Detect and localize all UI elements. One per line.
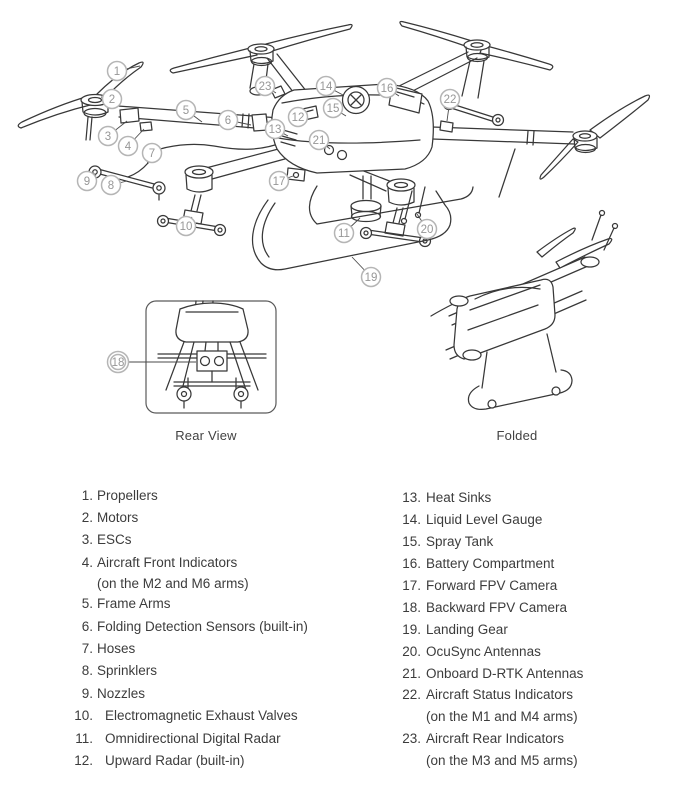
frame-arm-right [432,121,574,197]
item-number: 18. [402,599,421,615]
item-number: 9. [81,685,93,701]
item-label: Backward FPV Camera [426,599,568,615]
item-number: 5. [81,596,93,612]
item-number: 1. [81,487,93,503]
spray-tank-body [272,84,434,181]
item-number: 20. [402,643,421,659]
list-item-17 [400,575,687,597]
parts-list-left [60,484,395,772]
item-label: Heat Sinks [426,490,492,506]
callout-number: 3 [104,131,112,143]
callout-number: 4 [124,141,132,153]
folded-caption: Folded [496,428,538,443]
item-number: 12. [74,752,93,768]
item-number: 8. [81,663,93,679]
callout-4 [119,129,145,156]
list-item-23 [400,728,687,750]
callout-number: 17 [272,176,286,188]
callout-number: 16 [380,83,394,95]
callout-14 [317,77,344,96]
item-number: 14. [402,512,421,528]
callout-number: 6 [224,115,232,127]
list-item-10 [60,705,395,727]
item-number: 23. [402,731,421,747]
nozzle [153,182,165,194]
parts-list-right [400,487,687,772]
list-item-3 [60,529,395,551]
item-label: Spray Tank [426,534,494,550]
item-label: Propellers [97,487,158,503]
item-number: 13. [402,490,421,506]
callout-number: 5 [182,105,190,117]
item-number: 2. [81,510,93,526]
list-item-14 [400,509,687,531]
list-item-19 [400,618,687,640]
item-number: 7. [81,641,93,657]
item-label: Aircraft Rear Indicators [426,731,565,747]
list-item-16 [400,553,687,575]
callout-18 [108,352,197,373]
item-number: 16. [402,556,421,572]
item-label: Motors [97,510,139,526]
status-indicator [440,121,453,132]
item-sublabel: (on the M2 and M6 arms) [97,575,249,591]
item-label: Sprinklers [97,663,158,679]
list-item-21 [400,662,687,684]
list-item-20 [400,640,687,662]
item-number: 19. [402,621,421,637]
callout-number: 8 [107,180,115,192]
item-label: Forward FPV Camera [426,578,558,593]
item-label: Frame Arms [97,596,171,612]
list-item-9 [60,682,395,704]
callout-number: 22 [443,94,457,106]
callout-12 [289,108,308,127]
item-number: 6. [81,618,93,634]
list-item-8 [60,660,395,682]
item-label: Liquid Level Gauge [426,512,543,528]
list-item-22 [400,684,687,706]
list-item-4 [60,551,395,573]
item-label: Battery Compartment [426,556,555,572]
item-label: Aircraft Status Indicators [426,687,574,703]
folded-illustration [431,211,618,410]
callout-number: 19 [364,272,378,284]
item-label: Upward Radar (built-in) [105,752,245,768]
list-item-2 [60,506,395,528]
callout-number: 15 [326,103,340,115]
backward-fpv-camera [197,351,227,371]
callout-number: 10 [179,221,193,233]
item-label: Hoses [97,641,136,657]
callout-number: 18 [111,357,125,369]
callout-number: 11 [338,228,350,240]
item-number: 15. [402,534,421,550]
item-number: 22. [402,687,421,703]
rear-view-inset [146,301,276,413]
frame-arm-left [118,106,280,131]
item-sublabel: (on the M1 and M4 arms) [426,708,578,724]
callout-number: 20 [420,224,434,236]
front-indicator [140,122,152,131]
list-item-5 [60,593,395,615]
esc-unit [120,108,139,123]
callout-20 [417,214,437,239]
callout-7 [143,144,162,163]
item-label: ESCs [97,532,132,548]
list-item-12 [60,749,395,771]
callout-22 [441,90,460,122]
callout-8 [102,176,128,195]
callout-11 [335,218,361,243]
item-number: 3. [81,532,93,548]
item-number: 10. [74,708,93,724]
callout-number: 14 [319,81,333,93]
list-item-18 [400,596,687,618]
item-number: 21. [402,665,421,681]
list-item-7 [60,637,395,659]
item-label: Nozzles [97,685,146,701]
item-number: 11. [75,730,93,746]
callout-9 [78,172,97,191]
list-item-13 [400,487,687,509]
callout-5 [177,101,203,123]
callout-10 [177,217,196,236]
callout-19 [352,257,381,287]
omnidirectional-radar [351,176,381,222]
item-label: Onboard D-RTK Antennas [426,665,584,681]
item-label: Aircraft Front Indicators [97,554,238,570]
item-number: 17. [402,578,421,593]
callout-number: 21 [312,135,326,147]
callout-number: 12 [291,112,305,124]
forward-fpv-camera [287,168,305,181]
callout-number: 2 [108,94,116,106]
list-item-11 [60,727,395,749]
callout-number: 23 [258,81,272,93]
item-label: Electromagnetic Exhaust Valves [105,708,298,724]
item-label: Folding Detection Sensors (built-in) [97,618,308,634]
list-item-6 [60,615,395,637]
list-item-15 [400,531,687,553]
item-sublabel: (on the M3 and M5 arms) [426,752,578,768]
list-item-1 [60,484,395,506]
item-label: Omnidirectional Digital Radar [105,730,281,746]
item-label: OcuSync Antennas [426,643,541,659]
rear-view-caption: Rear View [175,428,237,443]
drtk-antenna [338,151,347,160]
item-number: 4. [81,554,93,570]
item-label: Landing Gear [426,621,508,637]
callout-number: 1 [113,66,121,78]
callout-number: 9 [83,176,91,188]
callout-number: 13 [268,124,282,136]
callout-number: 7 [148,148,156,160]
